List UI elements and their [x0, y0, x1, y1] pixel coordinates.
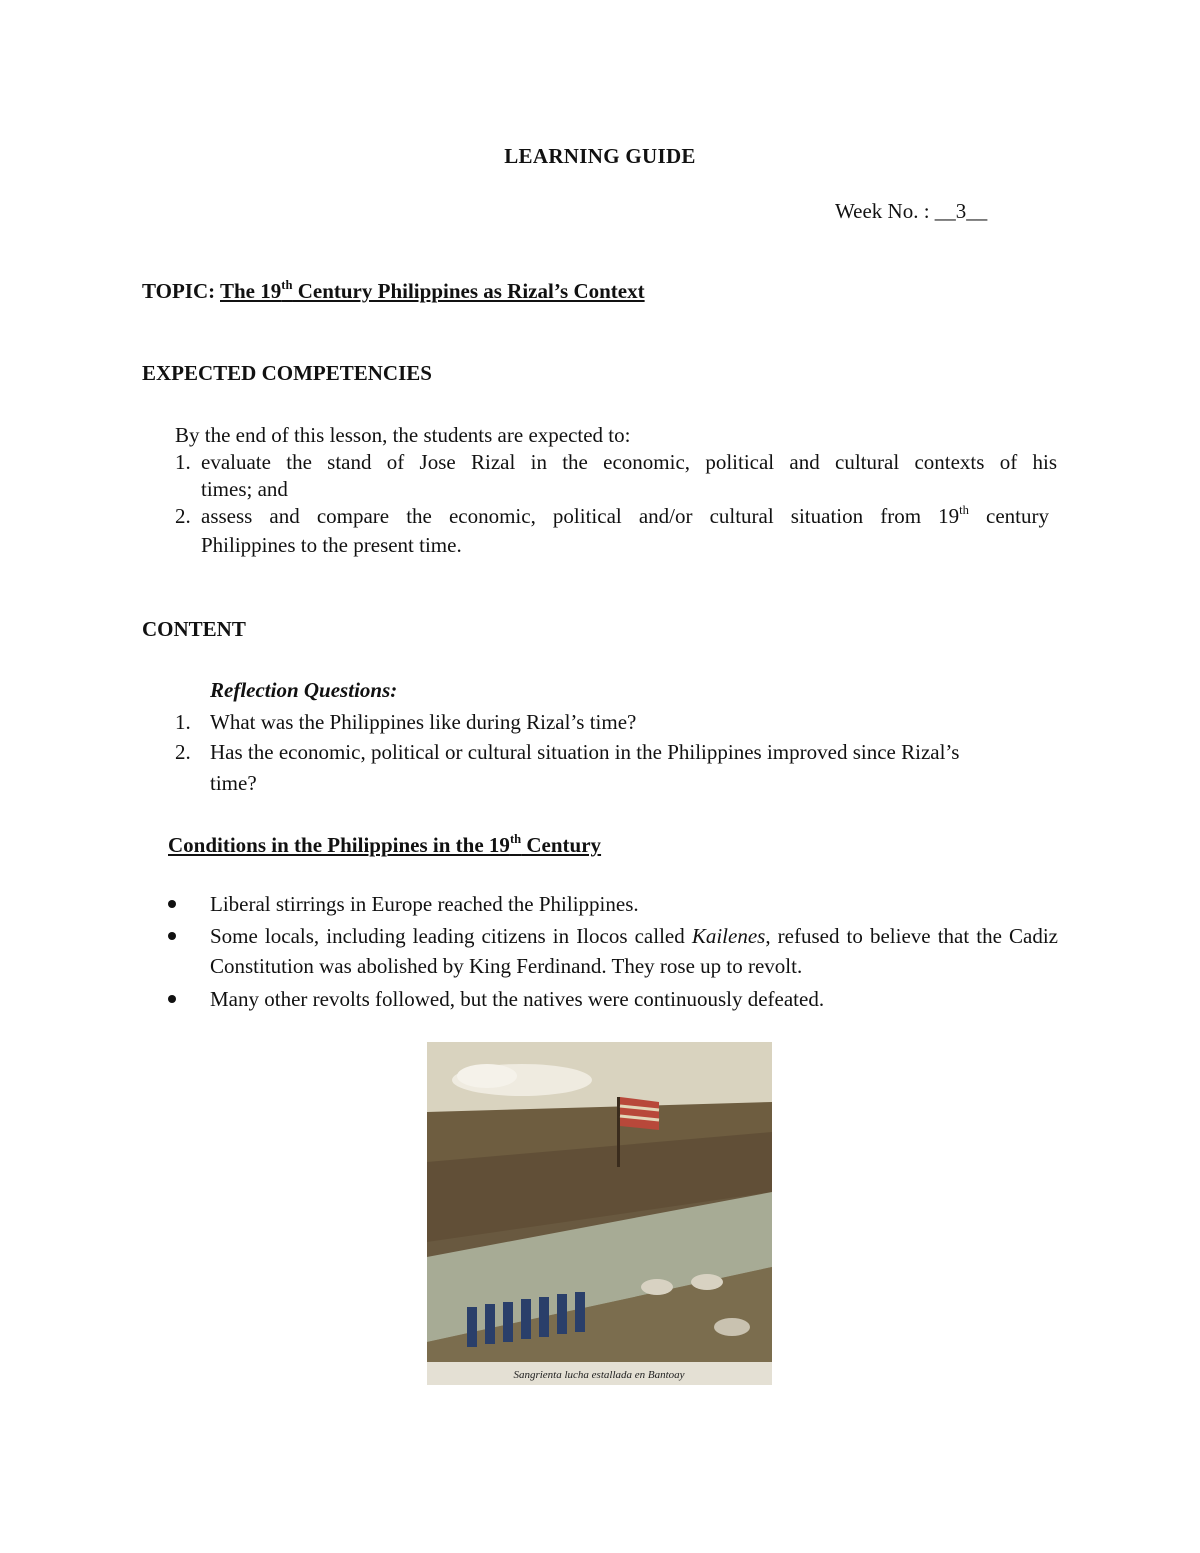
bullet-item-3 [168, 986, 1058, 1013]
battle-painting-svg [427, 1042, 772, 1385]
bullet-item-1 [168, 891, 1058, 918]
week-value: __3__ [934, 199, 988, 223]
competency-text-post: century [968, 504, 1049, 528]
topic-line [142, 278, 645, 305]
soldier [539, 1297, 549, 1337]
topic-title [220, 279, 645, 303]
competencies-heading: EXPECTED COMPETENCIES [142, 361, 432, 385]
bullet-text: Liberal stirrings in Europe reached the Philippines. [210, 892, 639, 916]
bullet-text-post: , refused to believe that the Cadiz Constitution was abolished by King Ferdinand. They rose up to revolt. [210, 924, 1058, 978]
week-number [835, 198, 987, 225]
reflection-question-2-cont: time? [210, 771, 257, 795]
bullet-item-2 [168, 923, 1058, 981]
competency-number: 2. [175, 504, 191, 528]
bullet-dot-icon [168, 932, 176, 940]
topic-title-post: Century Philippines as Rizal’s Context [292, 279, 645, 303]
reflection-question-2 [175, 739, 1057, 766]
content-heading: CONTENT [142, 617, 246, 641]
soldier [467, 1307, 477, 1347]
competency-sup: th [959, 503, 969, 518]
conditions-heading-post: Century [521, 833, 602, 857]
question-number: 1. [175, 710, 191, 734]
smoke-cloud [457, 1064, 517, 1088]
horse [714, 1318, 750, 1336]
flag-icon [620, 1097, 659, 1130]
bullet-text [210, 921, 1058, 981]
painting-caption: Sangrienta lucha estallada en Bantoay [513, 1369, 685, 1381]
bullet-text-emphasis: Kailenes [691, 924, 766, 948]
bullet-text: Many other revolts followed, but the natives were continuously defeated. [210, 987, 825, 1011]
competency-item-2-cont: Philippines to the present time. [201, 533, 462, 557]
soldier [521, 1299, 531, 1339]
reflection-heading: Reflection Questions: [210, 678, 398, 702]
competency-item-2 [175, 503, 1049, 530]
soldier [575, 1292, 585, 1332]
battle-painting [427, 1042, 772, 1385]
question-text: Has the economic, political or cultural situation in the Philippines improved since Rizal’s [210, 740, 960, 764]
horse [691, 1274, 723, 1290]
conditions-heading-pre: Conditions in the Philippines in the 19 [168, 833, 510, 857]
competency-item-1-cont: times; and [201, 477, 288, 501]
topic-title-pre: The 19 [220, 279, 282, 303]
conditions-heading-sup: th [509, 832, 522, 847]
bullet-dot-icon [168, 900, 176, 908]
competency-text: evaluate the stand of Jose Rizal in the economic, political and cultural contexts of his [201, 450, 1057, 474]
competency-number: 1. [175, 450, 191, 474]
soldier [485, 1304, 495, 1344]
topic-label: TOPIC: [142, 279, 220, 303]
bullet-dot-icon [168, 995, 176, 1003]
week-label: Week No. : [835, 199, 935, 223]
bullet-text-pre: Some locals, including leading citizens in Ilocos called [210, 924, 692, 948]
question-text: What was the Philippines like during Rizal’s time? [210, 710, 637, 734]
conditions-heading [168, 832, 601, 859]
soldier [557, 1294, 567, 1334]
page-title: LEARNING GUIDE [504, 144, 696, 168]
horse [641, 1279, 673, 1295]
competencies-intro: By the end of this lesson, the students are expected to: [175, 423, 631, 447]
topic-title-sup: th [281, 278, 293, 293]
competency-item-1 [175, 449, 1057, 476]
competency-text: assess and compare the economic, political and/or cultural situation from 19 [201, 504, 960, 528]
soldier [503, 1302, 513, 1342]
question-number: 2. [175, 740, 191, 764]
reflection-question-1 [175, 709, 1057, 736]
flag-pole [617, 1097, 620, 1167]
